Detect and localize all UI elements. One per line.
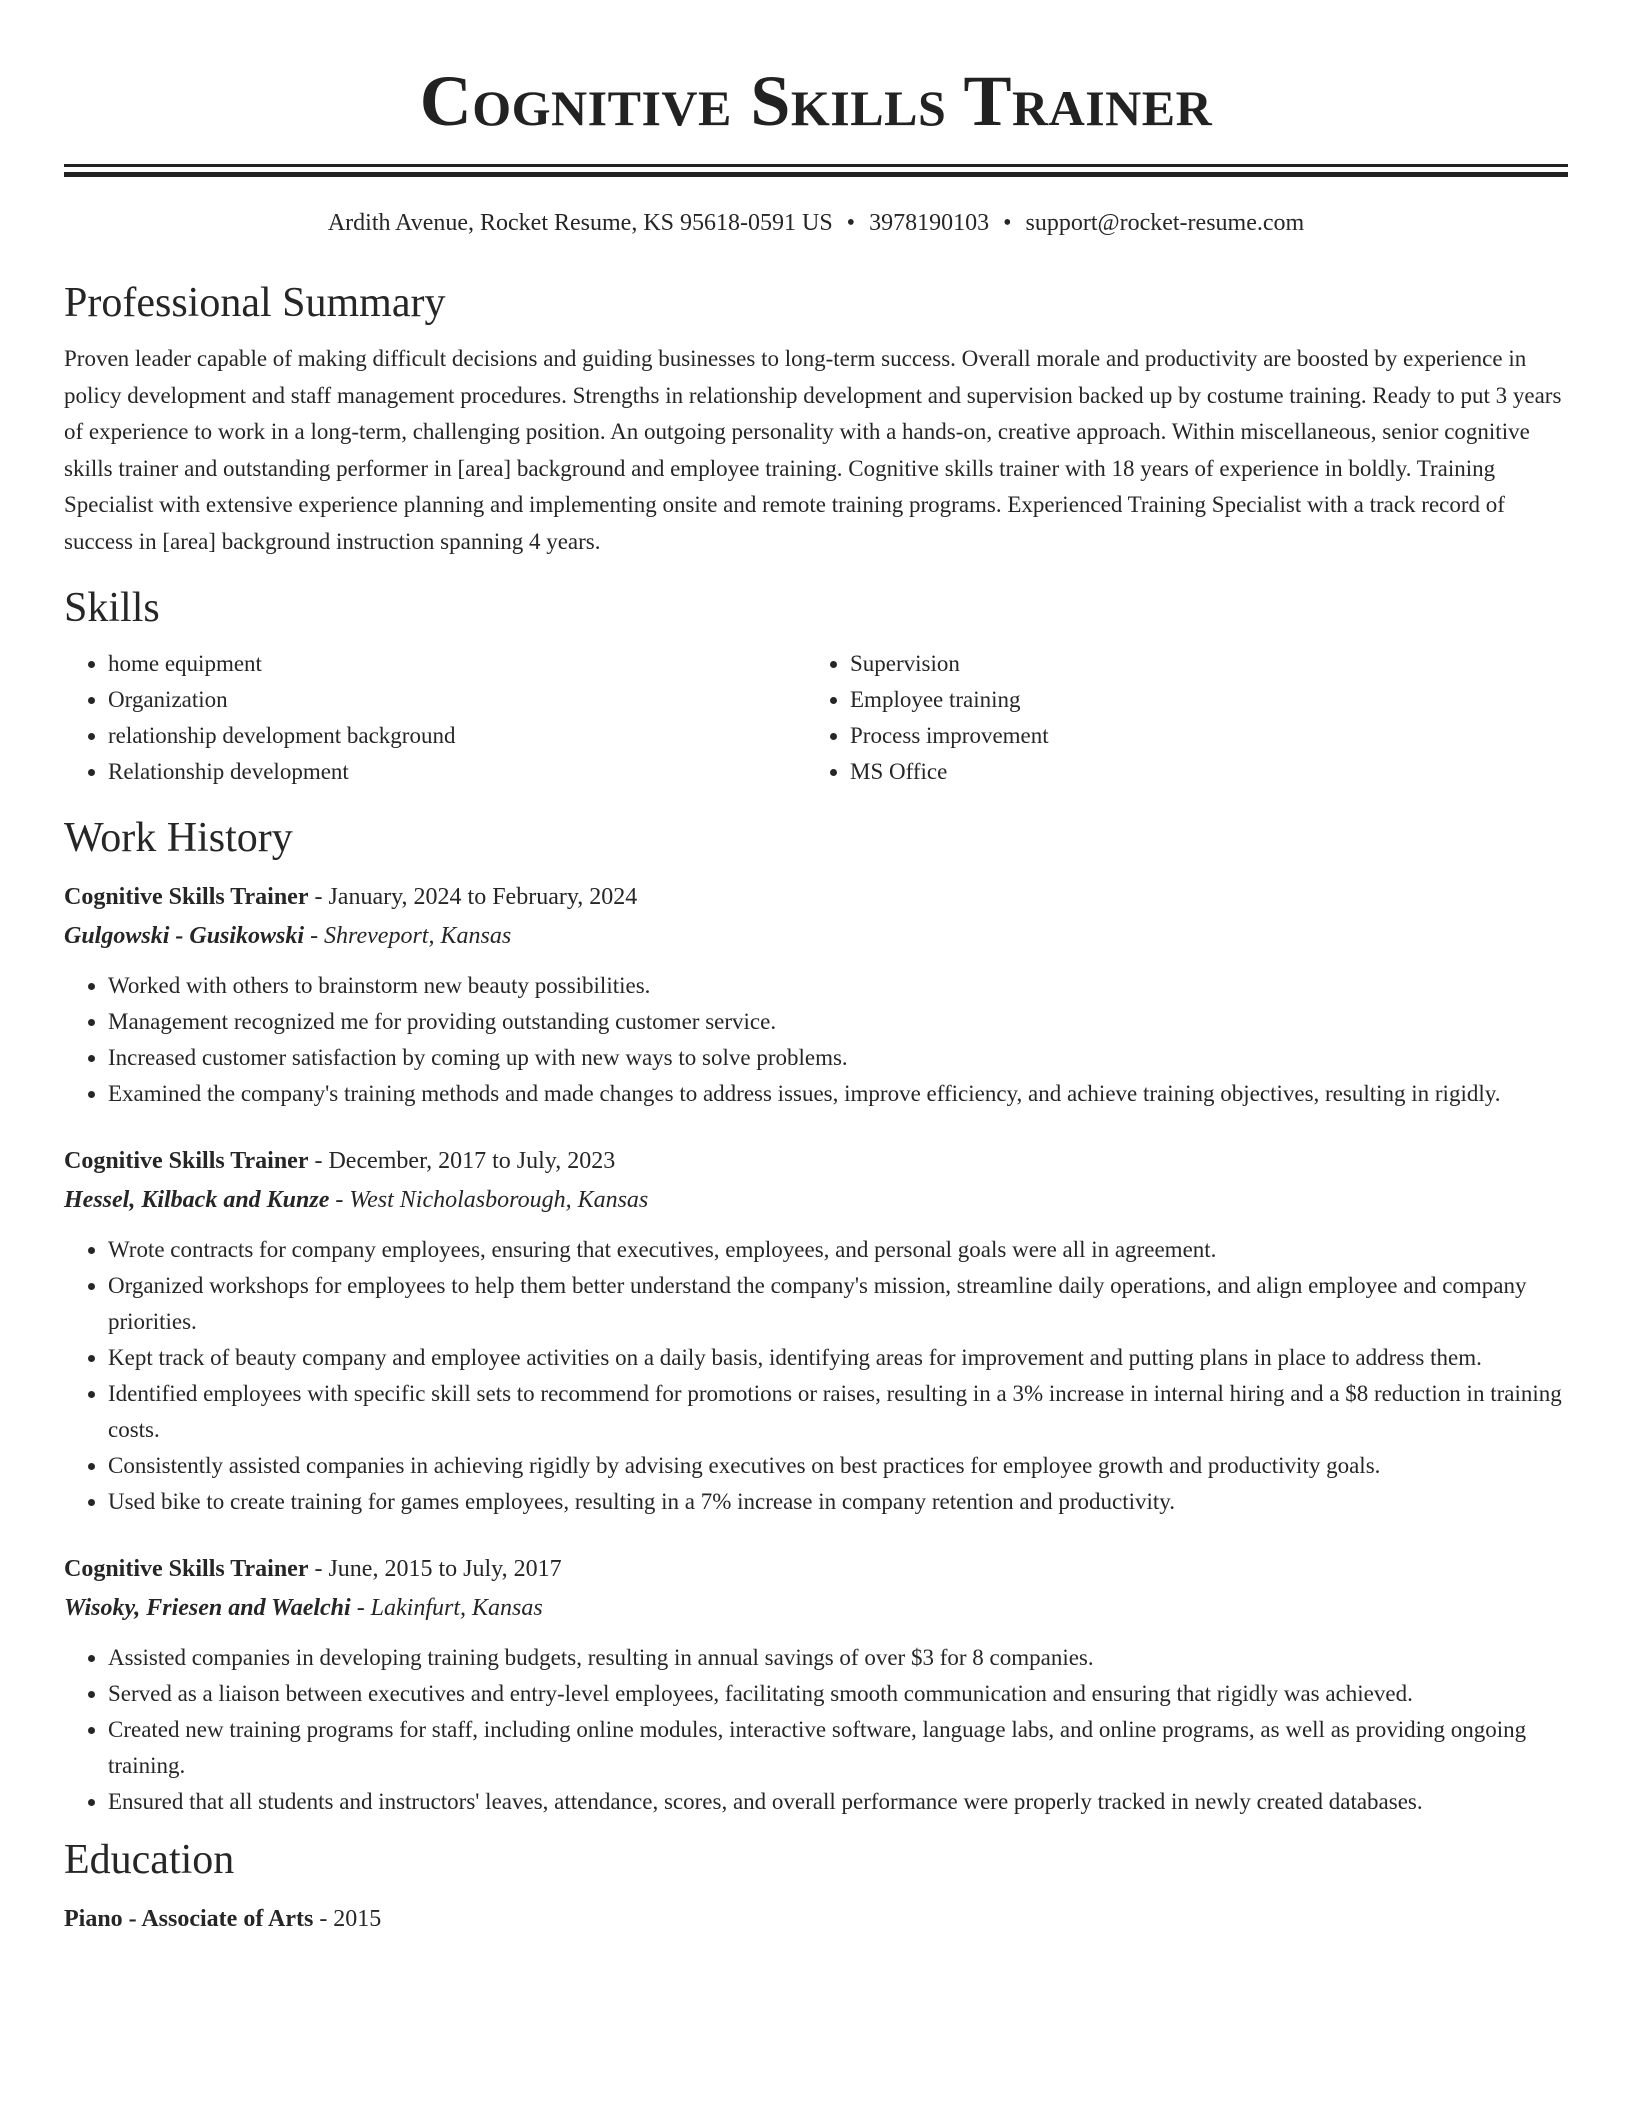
job-location: - Lakinfurt, Kansas	[350, 1595, 543, 1621]
job-dates: - January, 2024 to February, 2024	[308, 884, 638, 910]
job-dates: - December, 2017 to July, 2023	[308, 1148, 616, 1174]
skills-column-right	[806, 646, 1548, 790]
skill-item: • MS Office	[850, 754, 1548, 790]
skill-item: • Relationship development	[108, 754, 806, 790]
contact-address: Ardith Avenue, Rocket Resume, KS 95618-0591 US	[327, 210, 833, 236]
resume-page	[64, 0, 1568, 1939]
education-heading: Education	[64, 1837, 235, 1883]
job-entry	[64, 1550, 1568, 1820]
job-company: Gulgowski - Gusikowski	[64, 923, 305, 949]
summary-text: Proven leader capable of making difficult decisions and guiding businesses to long-term success. Overall morale and productivity are boosted by experience in policy development and staff management procedures. Strengths in relationship development and supervision backed up by costume training. Ready to put 3 years of experience to work in a long-term, challenging position. An outgoing personality with a hands-on, creative approach. Within miscellaneous, senior cognitive skills trainer and outstanding performer in [area] background and employee training. Cognitive skills trainer with 18 years of experience in boldly. Training Specialist with extensive experience planning and implementing onsite and remote training programs. Experienced Training Specialist with a track record of success in [area] background instruction spanning 4 years.	[64, 346, 1562, 554]
job-bullet: • Kept track of beauty company and employee activities on a daily basis, identifying areas for improvement and putting plans in place to address them.	[108, 1340, 1568, 1376]
skill-item: • Employee training	[850, 682, 1548, 718]
job-company-line	[64, 917, 1568, 956]
job-bullet: • Ensured that all students and instructors' leaves, attendance, scores, and overall performance were properly tracked in newly created databases.	[108, 1784, 1568, 1820]
job-location: - West Nicholasborough, Kansas	[329, 1187, 649, 1213]
job-dates: - June, 2015 to July, 2017	[308, 1556, 562, 1582]
job-entry	[64, 878, 1568, 1112]
skills-list	[64, 646, 1568, 790]
skill-item: • Supervision	[850, 646, 1548, 682]
skills-heading: Skills	[64, 585, 160, 631]
job-bullet: • Worked with others to brainstorm new beauty possibilities.	[108, 968, 1568, 1004]
skill-item: • relationship development background	[108, 718, 806, 754]
contact-email: support@rocket-resume.com	[1025, 210, 1305, 236]
education-degree: Piano - Associate of Arts	[64, 1906, 314, 1932]
work-history-heading: Work History	[64, 815, 293, 861]
job-bullet: • Management recognized me for providing outstanding customer service.	[108, 1004, 1568, 1040]
job-bullets	[64, 968, 1568, 1112]
resume-title: Cognitive Skills Trainer	[419, 61, 1213, 141]
job-title: Cognitive Skills Trainer	[64, 884, 309, 910]
job-company: Wisoky, Friesen and Waelchi	[64, 1595, 351, 1621]
job-title-line	[64, 1142, 1568, 1181]
job-title-line	[64, 1550, 1568, 1589]
job-bullet: • Identified employees with specific skill sets to recommend for promotions or raises, resulting in a 3% increase in internal hiring and a $8 reduction in training costs.	[108, 1376, 1568, 1448]
job-bullet: • Wrote contracts for company employees, ensuring that executives, employees, and personal goals were all in agreement.	[108, 1232, 1568, 1268]
job-title: Cognitive Skills Trainer	[64, 1148, 309, 1174]
contact-line	[64, 207, 1568, 239]
job-bullet: • Assisted companies in developing training budgets, resulting in annual savings of over $3 for 8 companies.	[108, 1640, 1568, 1676]
job-title: Cognitive Skills Trainer	[64, 1556, 309, 1582]
job-bullet: • Served as a liaison between executives and entry-level employees, facilitating smooth communication and ensuring that rigidly was achieved.	[108, 1676, 1568, 1712]
education-entry	[64, 1900, 1568, 1939]
job-company: Hessel, Kilback and Kunze	[64, 1187, 330, 1213]
job-bullet: • Examined the company's training methods and made changes to address issues, improve efficiency, and achieve training objectives, resulting in rigidly.	[108, 1076, 1568, 1112]
skill-item: • Process improvement	[850, 718, 1548, 754]
contact-phone: 3978190103	[869, 210, 990, 236]
skill-item: • home equipment	[108, 646, 806, 682]
job-bullets	[64, 1640, 1568, 1820]
job-title-line	[64, 878, 1568, 917]
summary-heading: Professional Summary	[64, 280, 446, 326]
job-bullets	[64, 1232, 1568, 1520]
job-company-line	[64, 1589, 1568, 1628]
job-location: - Shreveport, Kansas	[304, 923, 512, 949]
job-bullet: • Organized workshops for employees to help them better understand the company's mission, streamline daily operations, and align employee and company priorities.	[108, 1268, 1568, 1340]
job-company-line	[64, 1181, 1568, 1220]
skill-item: • Organization	[108, 682, 806, 718]
contact-separator: •	[846, 210, 856, 236]
job-bullet: • Used bike to create training for games employees, resulting in a 7% increase in company retention and productivity.	[108, 1484, 1568, 1520]
job-bullet: • Increased customer satisfaction by coming up with new ways to solve problems.	[108, 1040, 1568, 1076]
skills-column-left	[64, 646, 806, 790]
job-bullet: • Consistently assisted companies in achieving rigidly by advising executives on best practices for employee growth and productivity goals.	[108, 1448, 1568, 1484]
education-year: - 2015	[313, 1906, 382, 1932]
job-bullet: • Created new training programs for staff, including online modules, interactive software, language labs, and online programs, as well as providing ongoing training.	[108, 1712, 1568, 1784]
contact-separator: •	[1003, 210, 1012, 236]
job-entry	[64, 1142, 1568, 1520]
title-divider	[64, 164, 1568, 177]
